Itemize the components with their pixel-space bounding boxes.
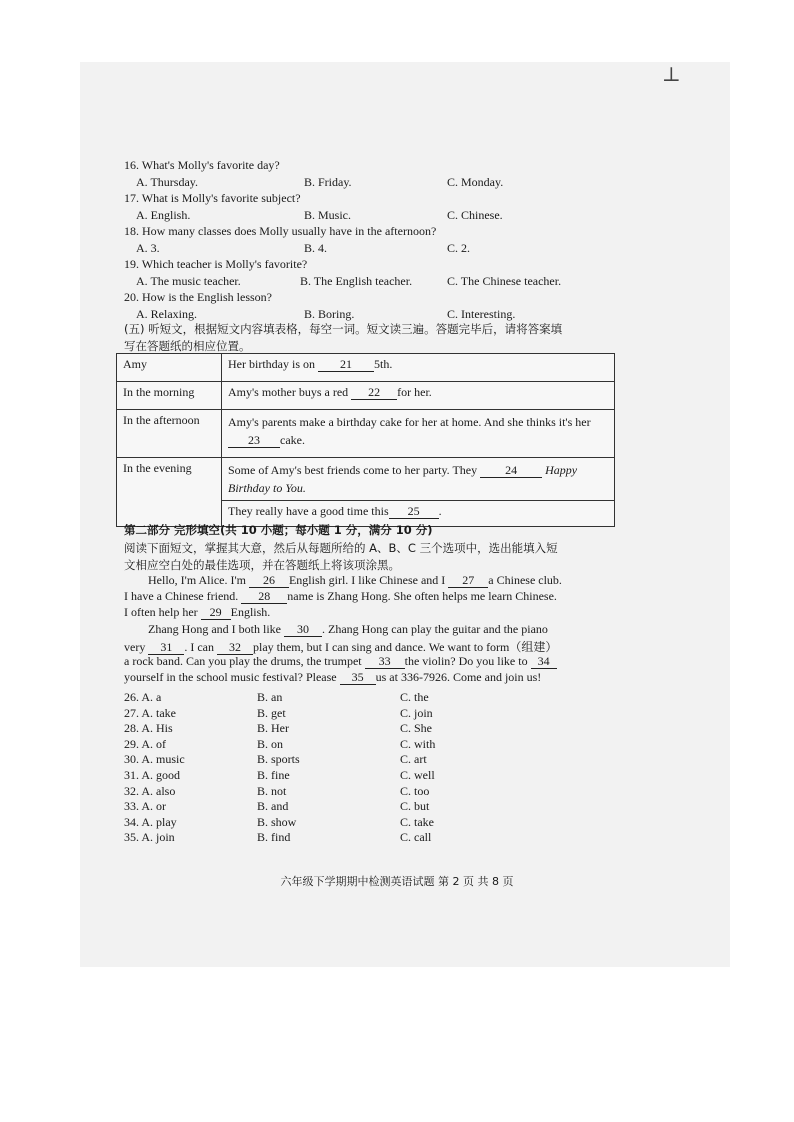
option-b: B. on <box>257 736 284 751</box>
question-text: 18. How many classes does Molly usually have in the afternoon? <box>124 224 437 238</box>
option-a: 35. A. join <box>124 830 175 845</box>
option-a: 33. A. or <box>124 799 166 814</box>
answer-blank-24: 24 <box>480 463 542 478</box>
listening5-instruction-2: 写在答题纸的相应位置。 <box>124 339 251 353</box>
passage-text: I often help her <box>124 605 198 620</box>
answer-blank-23: 23 <box>228 433 280 448</box>
passage-line <box>124 654 557 669</box>
option-c: C. call <box>400 830 432 845</box>
passage-line <box>124 670 541 685</box>
table-row <box>117 382 615 410</box>
option-c: C. Monday. <box>447 175 504 189</box>
answer-blank-31: 31 <box>148 640 184 655</box>
passage-text: a rock band. Can you play the drums, the trumpet <box>124 654 362 668</box>
question-text: 17. What is Molly's favorite subject? <box>124 191 301 205</box>
option-a: A. Relaxing. <box>136 307 197 321</box>
passage-text: Hello, I'm Alice. I'm <box>148 573 246 587</box>
option-b: B. show <box>257 814 297 829</box>
passage-text: I have a Chinese friend. <box>124 589 239 604</box>
passage-text: us at 336-7926. Come and join us! <box>375 670 542 685</box>
option-b: B. sports <box>257 752 300 767</box>
answer-blank-30: 30 <box>284 622 322 637</box>
option-b: B. fine <box>257 768 290 782</box>
table-row-text: Her birthday is on 21 5th. <box>222 354 615 382</box>
option-b: B. Her <box>257 721 289 736</box>
option-a: A. English. <box>136 208 191 222</box>
option-b: B. Music. <box>304 208 352 222</box>
option-c: C. 2. <box>447 241 471 255</box>
listening5-instruction-1: (五) 听短文，根据短文内容填表格，每空一词。短文读三遍。答题完毕后，请将答案填 <box>124 322 563 336</box>
option-a: 26. A. a <box>124 690 162 704</box>
option-c: C. Chinese. <box>447 208 503 222</box>
passage-text: yourself in the school music festival? Please <box>124 670 337 685</box>
option-c: C. with <box>400 736 436 751</box>
answer-blank-25: 25 <box>389 504 439 519</box>
table-row-label: In the morning <box>117 382 222 410</box>
table-row-label: Amy <box>117 354 222 382</box>
passage-text: . Zhang Hong can play the guitar and the piano <box>321 621 548 636</box>
option-a: A. The music teacher. <box>136 274 241 288</box>
table-row <box>117 458 615 501</box>
answer-blank-34: 34 <box>531 654 557 669</box>
passage-text: the violin? Do you like to <box>404 654 528 668</box>
table-row-text: Amy's mother buys a red 22 for her. <box>222 382 615 410</box>
answer-blank-29: 29 <box>201 605 231 620</box>
option-a: 34. A. play <box>124 814 177 829</box>
option-c: C. too <box>400 783 430 798</box>
answer-blank-32: 32 <box>217 640 253 655</box>
cloze-heading: 第二部分 完形填空(共 10 小题；每小题 1 分，满分 10 分) <box>124 523 433 537</box>
question-text: 19. Which teacher is Molly's favorite? <box>124 257 308 271</box>
option-c: C. the <box>400 690 429 704</box>
question-text: 16. What's Molly's favorite day? <box>124 158 280 172</box>
option-a: 29. A. of <box>124 736 166 751</box>
table-row <box>117 410 615 458</box>
corner-mark: ⊥ <box>662 64 681 86</box>
option-a: 32. A. also <box>124 783 176 798</box>
answer-blank-35: 35 <box>340 670 376 685</box>
option-b: B. Friday. <box>304 175 352 189</box>
passage-line <box>124 605 270 620</box>
passage-text: English. <box>230 605 271 620</box>
table-row-label: In the evening <box>117 458 222 527</box>
option-b: B. and <box>257 799 289 814</box>
option-a: A. 3. <box>136 241 160 255</box>
option-b: B. Boring. <box>304 307 355 321</box>
option-c: C. art <box>400 752 427 767</box>
table-row-label: In the afternoon <box>117 410 222 458</box>
question-text: 20. How is the English lesson? <box>124 290 272 304</box>
passage-line <box>148 622 548 637</box>
option-b: B. The English teacher. <box>300 274 413 288</box>
answer-blank-33: 33 <box>365 654 405 669</box>
passage-line <box>124 589 557 604</box>
table-row-text: They really have a good time this 25 . <box>222 501 615 527</box>
table-row <box>117 354 615 382</box>
passage-line <box>124 638 557 655</box>
table-row-text: Amy's parents make a birthday cake for her at home. And she thinks it's her 23 cake. <box>222 410 615 458</box>
option-c: C. well <box>400 768 435 782</box>
passage-text: English girl. I like Chinese and I <box>288 573 446 587</box>
option-b: B. 4. <box>304 241 328 255</box>
option-b: B. get <box>257 705 286 720</box>
option-c: C. take <box>400 814 434 829</box>
option-b: B. an <box>257 690 283 704</box>
option-b: B. not <box>257 783 287 798</box>
cloze-instruction-2: 文相应空白处的最佳选项，并在答题纸上将该项涂黑。 <box>124 558 400 572</box>
option-a: 30. A. music <box>124 752 185 767</box>
answer-blank-27: 27 <box>448 573 488 588</box>
option-c: C. join <box>400 705 433 720</box>
answer-blank-26: 26 <box>249 573 289 588</box>
option-c: C. but <box>400 799 430 814</box>
passage-line <box>148 573 562 588</box>
option-c: C. She <box>400 721 433 736</box>
answer-blank-28: 28 <box>241 589 287 604</box>
passage-text: Zhang Hong and I both like <box>148 621 281 636</box>
birthday-table <box>116 353 615 527</box>
passage-text: very <box>124 639 146 654</box>
option-c: C. Interesting. <box>447 307 516 321</box>
passage-text: . I can <box>184 639 214 654</box>
cloze-instruction-1: 阅读下面短文，掌握其大意，然后从每题所给的 A、B、C 三个选项中，选出能填入短 <box>124 541 558 555</box>
option-a: 27. A. take <box>124 705 176 720</box>
passage-text: a Chinese club. <box>488 573 562 587</box>
answer-blank-22: 22 <box>351 385 397 400</box>
passage-text: play them, but I can sing and dance. We want to form（组建） <box>252 639 558 654</box>
option-c: C. The Chinese teacher. <box>447 274 562 288</box>
passage-text: name is Zhang Hong. She often helps me learn Chinese. <box>287 589 557 604</box>
answer-blank-21: 21 <box>318 357 374 372</box>
page-footer: 六年级下学期期中检测英语试题 第 2 页 共 8 页 <box>280 875 514 888</box>
option-a: A. Thursday. <box>136 175 198 189</box>
option-a: 28. A. His <box>124 721 173 736</box>
option-a: 31. A. good <box>124 768 181 782</box>
table-row-text: Some of Amy's best friends come to her party. They 24 Happy Birthday to You. <box>222 458 615 501</box>
option-b: B. find <box>257 830 291 845</box>
